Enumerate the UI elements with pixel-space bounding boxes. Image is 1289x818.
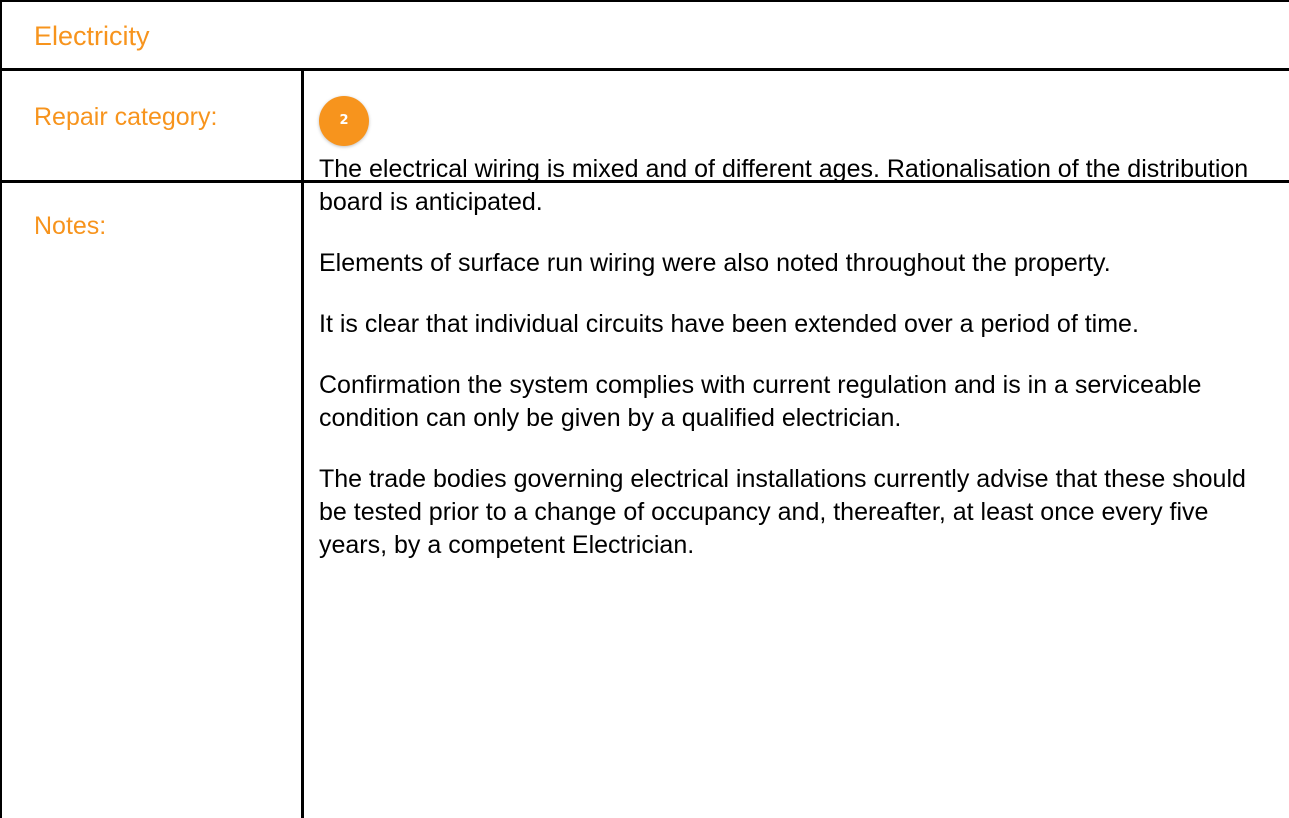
notes-body [319, 153, 1269, 562]
repair-category-badge: 2 [319, 96, 369, 146]
notes-paragraph: The electrical wiring is mixed and of different ages. Rationalisation of the distribution board is anticipated. [319, 155, 1249, 216]
notes-paragraph: It is clear that individual circuits have been extended over a period of time. [319, 310, 1139, 338]
notes-label: Notes: [34, 212, 107, 240]
top-border [0, 0, 1289, 2]
left-border [0, 0, 2, 818]
notes-paragraph: The trade bodies governing electrical installations currently advise that these should be tested prior to a change of occupancy and, thereafter, at least once every five years, by a competent Electrician. [319, 465, 1246, 559]
column-divider [301, 68, 304, 818]
section-title: Electricity [34, 21, 150, 51]
repair-category-label: Repair category: [34, 103, 218, 131]
notes-paragraph: Confirmation the system complies with current regulation and is in a serviceable condition can only be given by a qualified electrician. [319, 371, 1202, 432]
header-divider [0, 68, 1289, 71]
notes-paragraph: Elements of surface run wiring were also noted throughout the property. [319, 249, 1111, 277]
